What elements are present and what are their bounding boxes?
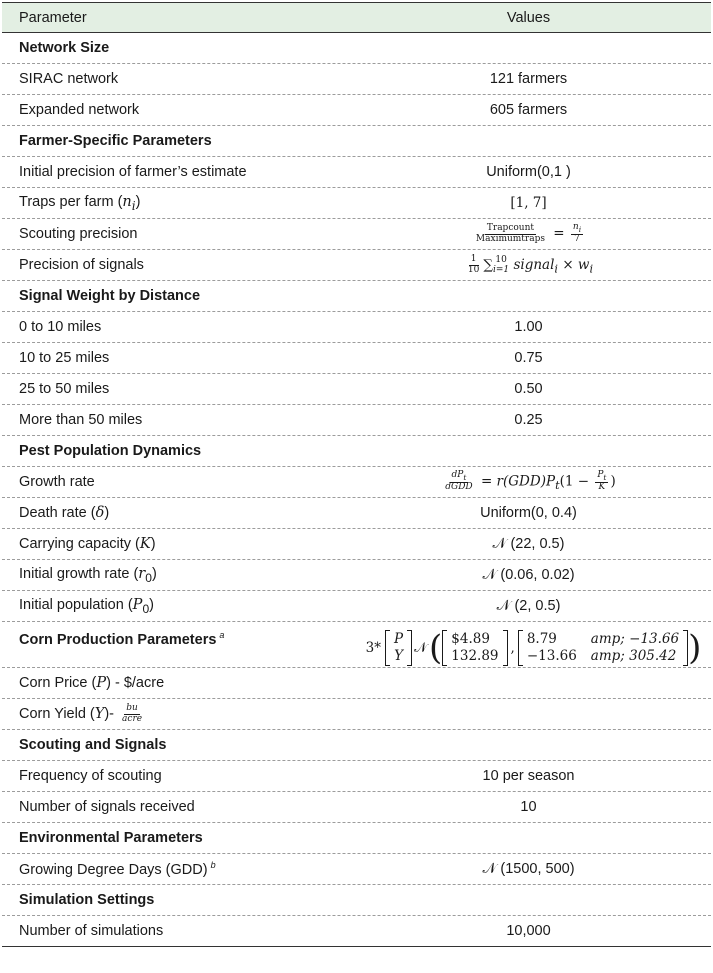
math-expr: ) bbox=[610, 473, 616, 490]
table-row bbox=[2, 250, 711, 281]
row-value: Uniform(0,1 ) bbox=[486, 164, 571, 180]
math-sub: 0 bbox=[142, 601, 150, 616]
math-var: dP bbox=[451, 470, 464, 481]
math-sub: i bbox=[589, 262, 594, 276]
math-sub: i bbox=[131, 198, 136, 213]
row-value bbox=[346, 630, 711, 666]
section-environmental bbox=[2, 823, 711, 854]
math-sub: 0 bbox=[145, 570, 152, 585]
frac-den: Maximumtraps bbox=[475, 233, 545, 244]
row-value: 10 bbox=[520, 799, 537, 815]
label-text: Corn Price ( bbox=[19, 675, 97, 691]
matrix-cell: 8.79 bbox=[526, 631, 557, 647]
row-label: Number of simulations bbox=[19, 923, 164, 939]
paren-right: ) bbox=[688, 628, 702, 668]
math-var: Y bbox=[94, 705, 105, 722]
section-farmer-specific bbox=[2, 126, 711, 157]
label-text: Initial population ( bbox=[19, 596, 133, 613]
frac-den: 7 bbox=[574, 234, 580, 245]
frac-num: 1 bbox=[470, 253, 477, 264]
table-row bbox=[2, 916, 711, 947]
header-values: Values bbox=[506, 9, 551, 26]
table-row bbox=[2, 591, 711, 622]
section-network-size bbox=[2, 33, 711, 64]
matrix-cell: P bbox=[393, 631, 404, 647]
table-row bbox=[2, 761, 711, 792]
table-row bbox=[2, 529, 711, 560]
row-value: Uniform(0, 0.4) bbox=[480, 505, 577, 521]
row-value: 121 farmers bbox=[489, 71, 568, 87]
math-var: n bbox=[572, 222, 579, 233]
table-row bbox=[2, 157, 711, 188]
section-signal-weight bbox=[2, 281, 711, 312]
label-text: )- bbox=[104, 705, 119, 722]
matrix-column bbox=[390, 631, 407, 665]
row-label bbox=[2, 597, 346, 616]
section-title: Network Size bbox=[19, 40, 110, 56]
sum-sub: i=1 bbox=[493, 265, 510, 275]
frac-den: dGDD bbox=[445, 482, 473, 493]
frac-den: K bbox=[598, 482, 606, 493]
label-text: ) bbox=[149, 596, 154, 613]
math-var: δ bbox=[95, 505, 105, 521]
table-row bbox=[2, 188, 711, 219]
row-label: Scouting precision bbox=[19, 226, 138, 242]
math-var: × w bbox=[562, 256, 590, 273]
math-sub: t bbox=[555, 479, 560, 493]
section-scouting bbox=[2, 730, 711, 761]
row-label: Expanded network bbox=[19, 102, 140, 118]
row-label: Initial precision of farmer’s estimate bbox=[19, 164, 247, 180]
table-row bbox=[2, 95, 711, 126]
row-value: 0.50 bbox=[514, 381, 543, 397]
paren-left: ( bbox=[429, 628, 443, 668]
matrix-cell: 132.89 bbox=[451, 648, 499, 664]
row-label: SIRAC network bbox=[19, 71, 119, 87]
frac-num: Trapcount bbox=[486, 222, 534, 233]
label-text: ) bbox=[151, 565, 157, 582]
label-text: Death rate ( bbox=[19, 505, 96, 521]
section-title bbox=[2, 630, 346, 648]
table-row bbox=[2, 343, 711, 374]
math-comma: , bbox=[510, 640, 515, 656]
row-value: 𝒩 (2, 0.5) bbox=[496, 598, 561, 614]
math-fraction bbox=[474, 224, 547, 245]
section-title: Simulation Settings bbox=[19, 892, 155, 908]
row-value bbox=[346, 223, 711, 245]
row-label bbox=[2, 704, 346, 725]
row-value bbox=[346, 471, 711, 493]
row-label: 0 to 10 miles bbox=[19, 319, 102, 335]
section-simulation bbox=[2, 885, 711, 916]
math-expr: (1 − bbox=[559, 473, 590, 490]
row-value: 10,000 bbox=[506, 923, 551, 939]
row-label: 10 to 25 miles bbox=[19, 350, 110, 366]
footnote-marker: a bbox=[219, 630, 225, 640]
math-dist: 𝒩 bbox=[414, 640, 428, 656]
section-title: Scouting and Signals bbox=[19, 737, 167, 753]
section-title: Pest Population Dynamics bbox=[19, 443, 202, 459]
math-fraction bbox=[595, 471, 608, 493]
row-label: More than 50 miles bbox=[19, 412, 143, 428]
math-var: P bbox=[96, 675, 107, 691]
math-expr: = r(GDD)P bbox=[480, 473, 556, 490]
table-row bbox=[2, 560, 711, 591]
math-fraction bbox=[571, 223, 583, 245]
table-row bbox=[2, 374, 711, 405]
table-row bbox=[2, 792, 711, 823]
matrix-cell: amp; −13.66 bbox=[590, 631, 680, 647]
frac-num: bu bbox=[126, 702, 138, 713]
math-var: K bbox=[139, 536, 151, 552]
row-label bbox=[2, 675, 346, 691]
row-value: 𝒩 (22, 0.5) bbox=[492, 536, 565, 552]
label-text: Corn Yield ( bbox=[19, 705, 95, 722]
label-text: Initial growth rate ( bbox=[19, 565, 139, 582]
matrix-cell: Y bbox=[394, 648, 403, 664]
label-text: Growing Degree Days (GDD) bbox=[19, 861, 208, 878]
section-title: Signal Weight by Distance bbox=[19, 288, 201, 304]
math-sub: i bbox=[578, 224, 582, 234]
table-row bbox=[2, 854, 711, 885]
matrix-cell: $4.89 bbox=[451, 631, 490, 647]
matrix-column bbox=[581, 631, 683, 665]
footnote-marker: b bbox=[210, 860, 216, 871]
math-sum: ∑ bbox=[483, 256, 493, 273]
label-text: Carrying capacity ( bbox=[19, 536, 140, 552]
row-value: 0.25 bbox=[514, 412, 543, 428]
row-value: 1.00 bbox=[514, 319, 543, 335]
math-sub: t bbox=[603, 472, 607, 482]
label-text: ) - $/acre bbox=[106, 675, 165, 691]
row-label bbox=[2, 536, 346, 552]
matrix-column bbox=[523, 631, 581, 665]
section-pest-population bbox=[2, 436, 711, 467]
parameter-table bbox=[2, 2, 711, 947]
math-sub: t bbox=[463, 472, 467, 482]
section-title-text: Corn Production Parameters bbox=[19, 631, 217, 648]
row-label: Precision of signals bbox=[19, 257, 144, 273]
math-var: n bbox=[122, 193, 132, 210]
table-row bbox=[2, 498, 711, 529]
bracket-right bbox=[503, 630, 508, 666]
frac-den: acre bbox=[122, 713, 143, 724]
row-label bbox=[2, 860, 346, 878]
sum-sup: 10 bbox=[495, 255, 507, 265]
corn-matrix-expression bbox=[366, 630, 702, 666]
label-text: Traps per farm ( bbox=[19, 193, 123, 210]
table-row bbox=[2, 668, 711, 699]
math-var: signal bbox=[513, 256, 555, 273]
row-label bbox=[2, 194, 346, 213]
row-value: 𝒩 (1500, 500) bbox=[482, 861, 575, 877]
math-var: P bbox=[597, 470, 604, 481]
row-label: 25 to 50 miles bbox=[19, 381, 110, 397]
row-value: 0.75 bbox=[514, 350, 543, 366]
label-text: ) bbox=[150, 536, 156, 552]
section-corn-production bbox=[2, 622, 711, 668]
row-value: 605 farmers bbox=[489, 102, 568, 118]
sum-limits bbox=[493, 255, 509, 275]
frac-den: 10 bbox=[467, 264, 480, 275]
row-label bbox=[2, 505, 346, 521]
row-label bbox=[2, 566, 346, 585]
math-fraction bbox=[443, 471, 474, 493]
row-label: Growth rate bbox=[19, 474, 95, 490]
header-parameter: Parameter bbox=[19, 9, 87, 26]
row-value: 𝒩 (0.06, 0.02) bbox=[482, 567, 575, 583]
section-title: Environmental Parameters bbox=[19, 830, 203, 846]
row-label: Frequency of scouting bbox=[19, 768, 162, 784]
table-row bbox=[2, 219, 711, 250]
matrix-cell: −13.66 bbox=[526, 648, 577, 664]
row-label: Number of signals received bbox=[19, 799, 195, 815]
row-value bbox=[346, 255, 711, 276]
table-row bbox=[2, 64, 711, 95]
table-header bbox=[2, 2, 711, 33]
matrix-cell: amp; 305.42 bbox=[590, 648, 677, 664]
label-text: ) bbox=[104, 505, 110, 521]
table-row bbox=[2, 699, 711, 730]
math-sub: i bbox=[554, 262, 559, 276]
math-op: = bbox=[553, 225, 565, 242]
row-value: 10 per season bbox=[482, 768, 575, 784]
row-value: [1, 7] bbox=[510, 195, 547, 211]
label-text: ) bbox=[135, 193, 141, 210]
matrix-column bbox=[447, 631, 502, 665]
math-fraction bbox=[120, 704, 144, 725]
table-row bbox=[2, 405, 711, 436]
math-var: P bbox=[132, 596, 143, 613]
math-var: r bbox=[138, 565, 146, 582]
table-row bbox=[2, 467, 711, 498]
section-title: Farmer-Specific Parameters bbox=[19, 133, 212, 149]
math-prefix: 3* bbox=[365, 640, 381, 656]
math-fraction bbox=[466, 255, 481, 276]
table-row bbox=[2, 312, 711, 343]
bracket-right bbox=[407, 630, 412, 666]
